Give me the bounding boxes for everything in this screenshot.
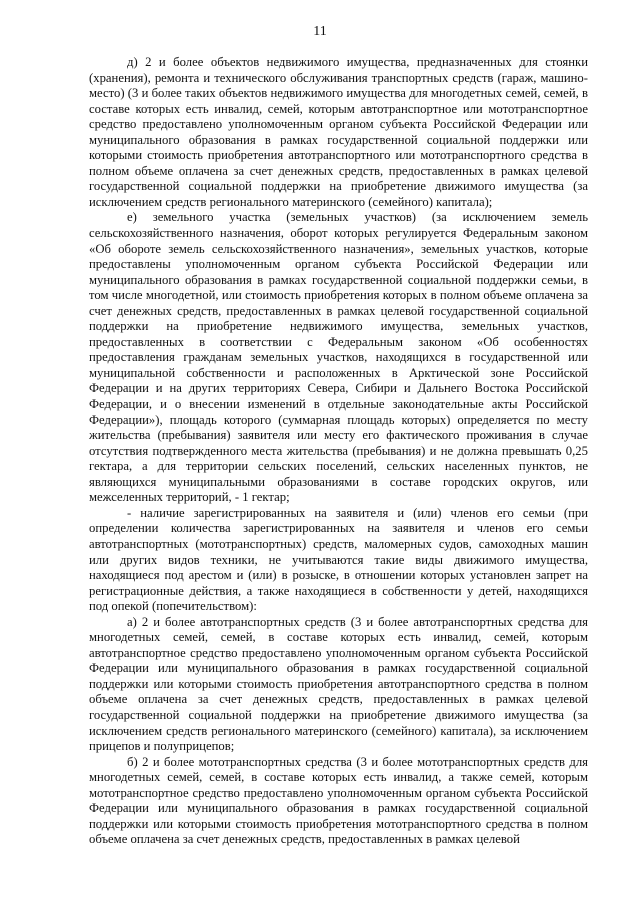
paragraph-b-motorcycles: б) 2 и более мототранспортных средства (3 и более мототранспортных средств для многодетных семей, семей, в составе которых есть инвалид, а также семей, которым мототранспортное средство предоставлено уполномоченным органом субъекта Российской Федерации или муниципального образования в рамках государственной социальной поддержки или которыми стоимость приобретения мототранспортного средства в полном объеме оплачена за счет денежных средств, предоставленных в рамках целевой xyxy=(89,754,588,847)
paragraph-registered-vehicles: - наличие зарегистрированных на заявителя и (или) членов его семьи (при определении количества зарегистрированных на заявителя и членов его семьи автотранспортных (мототранспортных) средств, маломерных судов, самоходных машин или других видов техники, не учитываются такие виды движимого имущества, находящиеся под арестом и (или) в розыске, в отношении которых установлен запрет на регистрационные действия, а также находящиеся в собственности у детей, находящихся под опекой (попечительством): xyxy=(89,505,588,614)
paragraph-d-parking-property: д) 2 и более объектов недвижимого имущества, предназначенных для стоянки (хранения), ремонта и технического обслуживания транспортных средств (гараж, машино-место) (3 и более таких объектов недвижимого имущества для многодетных семей, семей, в составе которых есть инвалид, семей, которым автотранспортное или мототранспортное средство предоставлено уполномоченным органом субъекта Российской Федерации или муниципального образования в рамках государственной социальной поддержки или которыми стоимость приобретения автотранспортного или мототранспортного средства в полном объеме оплачена за счет денежных средств, предоставленных в рамках целевой государственной социальной поддержки на приобретение движимого имущества (за исключением средств регионального материнского (семейного) капитала); xyxy=(89,55,588,209)
page-number: 11 xyxy=(313,24,327,39)
paragraph-e-land-plot: е) земельного участка (земельных участков) (за исключением земель сельскохозяйственного назначения, оборот которых регулируется Федеральным законом «Об обороте земель сельскохозяйственного назначения», земельных участков, которые предоставлены уполномоченным органом субъекта Российской Федерации или муниципального образования в рамках государственной социальной поддержки семьи, в том числе многодетной, или стоимость приобретения которых в полном объеме оплачена за счет денежных средств, предоставленных в рамках целевой государственной социальной поддержки на приобретение недвижимого имущества, земельных участков, предоставленных в соответствии с Федеральным законом «Об особенностях предоставления гражданам земельных участков, находящихся в государственной или муниципальной собственности и расположенных в Арктической зоне Российской Федерации и на других территориях Севера, Сибири и Дальнего Востока Российской Федерации, и о внесении изменений в отдельные законодательные акты Российской Федерации»), площадь которого (суммарная площадь которых) определяется по месту жительства (пребывания) заявителя или месту его фактического проживания в случае отсутствия подтвержденного места жительства (пребывания) и не должна превышать 0,25 гектара, а для территории сельских поселений, сельских населенных пунктов, не являющихся муниципальными образованиями в составе городских округов, или межселенных территорий, - 1 гектар; xyxy=(89,210,588,505)
body-text xyxy=(89,55,588,848)
paragraph-a-automobiles: а) 2 и более автотранспортных средств (3 и более автотранспортных средства для многодетных семей, семей, в составе которых есть инвалид, семей, которым автотранспортное средство предоставлено уполномоченным органом субъекта Российской Федерации или муниципального образования в рамках государственной социальной поддержки или которыми стоимость приобретения автотранспортного средства в полном объеме оплачена за счет денежных средств, предоставленных в рамках целевой государственной социальной поддержки на приобретение движимого имущества (за исключением средств регионального материнского (семейного) капитала), за исключением прицепов и полуприцепов; xyxy=(89,614,588,754)
